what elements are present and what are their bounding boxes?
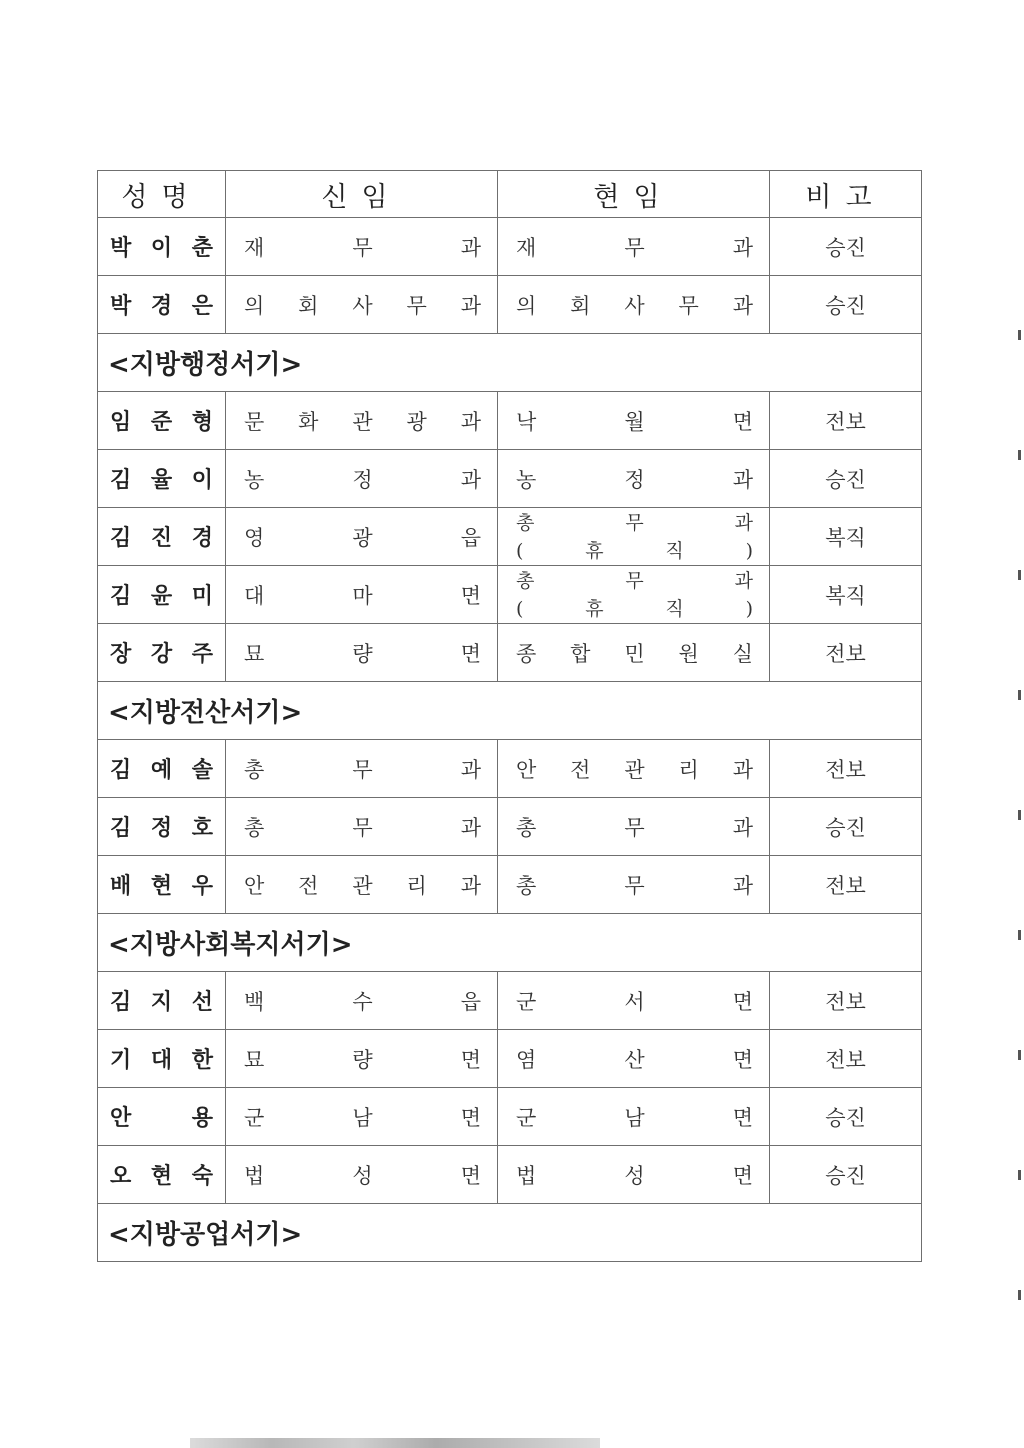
current-post [498, 566, 770, 624]
char: 성 [624, 1163, 645, 1188]
char: ) [745, 539, 753, 562]
char: 광 [406, 409, 427, 434]
char: 과 [460, 873, 481, 898]
char: 남 [352, 1105, 373, 1130]
char: 리 [406, 873, 427, 898]
char: 정 [352, 467, 373, 492]
char: 수 [352, 989, 373, 1014]
char: 총 [516, 511, 535, 534]
current-post [498, 218, 770, 276]
char: 정 [150, 816, 173, 841]
person-name [98, 218, 226, 276]
new-post [226, 450, 498, 508]
char: 면 [732, 1163, 753, 1188]
cut-off-text-line [190, 1438, 600, 1448]
header-name: 성명 [98, 171, 226, 218]
char: 무 [406, 293, 427, 318]
char: ( [516, 597, 524, 620]
char: 의 [516, 293, 537, 318]
char: 장 [110, 642, 132, 667]
char: 경 [191, 526, 213, 551]
char: 안 [244, 873, 265, 898]
char: 휴 [585, 539, 604, 562]
table-row [98, 392, 922, 450]
new-post [226, 1146, 498, 1204]
person-name [98, 972, 226, 1030]
char: 실 [732, 641, 753, 666]
char: 전 [298, 873, 319, 898]
char: 서 [624, 989, 645, 1014]
section-label: <지방전산서기> [98, 682, 922, 740]
char: 박 [110, 236, 132, 261]
char: 무 [625, 511, 644, 534]
char: ) [745, 597, 753, 620]
char: 진 [150, 526, 173, 551]
char: ( [516, 539, 524, 562]
header-current-post: 현임 [498, 171, 770, 218]
section-row [98, 334, 922, 392]
char: 과 [732, 815, 753, 840]
person-name [98, 1146, 226, 1204]
char: 면 [460, 1105, 481, 1130]
new-post [226, 856, 498, 914]
char: 과 [460, 757, 481, 782]
char: 성 [352, 1163, 373, 1188]
char: 군 [516, 989, 537, 1014]
char: 화 [298, 409, 319, 434]
char: 기 [110, 1048, 132, 1073]
char: 무 [625, 569, 644, 592]
char: 총 [244, 757, 265, 782]
header-note: 비고 [770, 171, 922, 218]
current-post [498, 1030, 770, 1088]
new-post [226, 740, 498, 798]
section-row [98, 682, 922, 740]
char: 문 [244, 409, 265, 434]
char: 미 [191, 584, 213, 609]
new-post [226, 1030, 498, 1088]
note: 전보 [770, 856, 922, 914]
char: 김 [110, 584, 132, 609]
char: 형 [191, 410, 213, 435]
char: 재 [516, 235, 537, 260]
page-edge-marks [1018, 330, 1024, 1410]
person-name [98, 276, 226, 334]
char: 호 [191, 816, 213, 841]
table-row [98, 1146, 922, 1204]
table-row [98, 450, 922, 508]
note: 승진 [770, 798, 922, 856]
note: 전보 [770, 624, 922, 682]
char: 과 [734, 569, 753, 592]
char: 과 [732, 757, 753, 782]
char: 과 [460, 409, 481, 434]
char: 면 [732, 1105, 753, 1130]
char: 지 [150, 990, 173, 1015]
current-post [498, 1088, 770, 1146]
char: 관 [352, 873, 373, 898]
char: 법 [244, 1163, 265, 1188]
table-row [98, 1088, 922, 1146]
char: 마 [352, 583, 373, 608]
note: 승진 [770, 218, 922, 276]
new-post [226, 218, 498, 276]
person-name [98, 566, 226, 624]
char: 농 [244, 467, 265, 492]
char: 총 [516, 569, 535, 592]
current-post [498, 276, 770, 334]
current-post [498, 508, 770, 566]
person-name [98, 624, 226, 682]
person-name [98, 798, 226, 856]
new-post [226, 392, 498, 450]
table-row [98, 508, 922, 566]
table-row [98, 566, 922, 624]
char: 사 [624, 293, 645, 318]
note: 전보 [770, 972, 922, 1030]
char: 과 [732, 467, 753, 492]
char: 면 [460, 583, 481, 608]
char: 읍 [460, 989, 481, 1014]
new-post [226, 972, 498, 1030]
char: 대 [150, 1048, 173, 1073]
char: 과 [732, 293, 753, 318]
char: 묘 [244, 1047, 265, 1072]
char: 량 [352, 1047, 373, 1072]
person-name [98, 1030, 226, 1088]
char: 백 [244, 989, 265, 1014]
person-name [98, 740, 226, 798]
table-row [98, 856, 922, 914]
char: 총 [244, 815, 265, 840]
table-row [98, 972, 922, 1030]
char: 이 [150, 236, 173, 261]
char: 솔 [191, 758, 213, 783]
char: 선 [191, 990, 213, 1015]
char: 염 [516, 1047, 537, 1072]
char: 휴 [585, 597, 604, 620]
char: 무 [678, 293, 699, 318]
char: 강 [150, 642, 173, 667]
char: 면 [460, 1163, 481, 1188]
char: 과 [460, 467, 481, 492]
char: 종 [516, 641, 537, 666]
char: 량 [352, 641, 373, 666]
current-post [498, 450, 770, 508]
char: 과 [460, 235, 481, 260]
char: 안 [110, 1106, 132, 1131]
char: 원 [678, 641, 699, 666]
char: 군 [244, 1105, 265, 1130]
current-post [498, 798, 770, 856]
char: 우 [191, 874, 213, 899]
person-name [98, 392, 226, 450]
char: 무 [624, 235, 645, 260]
char: 주 [191, 642, 213, 667]
section-label: <지방사회복지서기> [98, 914, 922, 972]
char: 민 [624, 641, 645, 666]
table-row [98, 276, 922, 334]
char: 광 [352, 525, 373, 550]
note: 승진 [770, 450, 922, 508]
char: 과 [460, 293, 481, 318]
new-post [226, 508, 498, 566]
note: 전보 [770, 740, 922, 798]
char: 현 [150, 874, 173, 899]
header-new-post: 신임 [226, 171, 498, 218]
char: 율 [150, 468, 173, 493]
char: 법 [516, 1163, 537, 1188]
char: 직 [665, 597, 684, 620]
current-post [498, 856, 770, 914]
char: 면 [460, 1047, 481, 1072]
char: 묘 [244, 641, 265, 666]
person-name [98, 856, 226, 914]
char: 면 [732, 989, 753, 1014]
char: 과 [732, 873, 753, 898]
person-name [98, 1088, 226, 1146]
char: 리 [678, 757, 699, 782]
char: 대 [244, 583, 265, 608]
note: 복직 [770, 508, 922, 566]
char: 군 [516, 1105, 537, 1130]
char: 준 [150, 410, 173, 435]
note: 승진 [770, 1146, 922, 1204]
section-label: <지방행정서기> [98, 334, 922, 392]
char: 박 [110, 294, 132, 319]
char: 무 [624, 873, 645, 898]
char: 월 [624, 409, 645, 434]
char: 낙 [516, 409, 537, 434]
current-post [498, 624, 770, 682]
note: 승진 [770, 276, 922, 334]
current-post [498, 740, 770, 798]
char: 과 [734, 511, 753, 534]
note: 복직 [770, 566, 922, 624]
char: 경 [150, 294, 173, 319]
char: 회 [298, 293, 319, 318]
char: 직 [665, 539, 684, 562]
new-post [226, 624, 498, 682]
current-post [498, 972, 770, 1030]
section-row [98, 914, 922, 972]
char: 회 [570, 293, 591, 318]
personnel-table [97, 170, 922, 1262]
person-name [98, 450, 226, 508]
char: 김 [110, 526, 132, 551]
char: 안 [516, 757, 537, 782]
new-post [226, 276, 498, 334]
table-row [98, 1030, 922, 1088]
char: 면 [732, 409, 753, 434]
char: 총 [516, 815, 537, 840]
char: 무 [624, 815, 645, 840]
char: 용 [191, 1106, 213, 1131]
char: 사 [352, 293, 373, 318]
char: 김 [110, 468, 132, 493]
char: 관 [352, 409, 373, 434]
char: 읍 [460, 525, 481, 550]
char: 면 [732, 1047, 753, 1072]
table-row [98, 740, 922, 798]
current-post [498, 392, 770, 450]
table-row [98, 798, 922, 856]
char: 한 [191, 1048, 213, 1073]
header-row [98, 171, 922, 218]
char: 김 [110, 816, 132, 841]
char: 숙 [191, 1164, 213, 1189]
char: 총 [516, 873, 537, 898]
char: 합 [570, 641, 591, 666]
new-post [226, 566, 498, 624]
char: 무 [352, 757, 373, 782]
current-post [498, 1146, 770, 1204]
char: 과 [460, 815, 481, 840]
note: 전보 [770, 392, 922, 450]
char: 정 [624, 467, 645, 492]
char: 이 [191, 468, 213, 493]
char: 산 [624, 1047, 645, 1072]
char: 전 [570, 757, 591, 782]
section-label: <지방공업서기> [98, 1204, 922, 1262]
char: 은 [191, 294, 213, 319]
note: 전보 [770, 1030, 922, 1088]
char: 춘 [191, 236, 213, 261]
person-name [98, 508, 226, 566]
char: 김 [110, 990, 132, 1015]
char: 재 [244, 235, 265, 260]
char: 윤 [150, 584, 173, 609]
char: 영 [244, 525, 265, 550]
char: 오 [110, 1164, 132, 1189]
char: 관 [624, 757, 645, 782]
note: 승진 [770, 1088, 922, 1146]
new-post [226, 1088, 498, 1146]
table-row [98, 624, 922, 682]
char: 의 [244, 293, 265, 318]
char: 현 [150, 1164, 173, 1189]
char: 면 [460, 641, 481, 666]
char: 예 [150, 758, 173, 783]
char: 임 [110, 410, 132, 435]
char: 무 [352, 815, 373, 840]
char: 과 [732, 235, 753, 260]
new-post [226, 798, 498, 856]
section-row [98, 1204, 922, 1262]
char: 김 [110, 758, 132, 783]
table-row [98, 218, 922, 276]
char: 배 [110, 874, 132, 899]
char: 남 [624, 1105, 645, 1130]
char: 농 [516, 467, 537, 492]
char: 무 [352, 235, 373, 260]
